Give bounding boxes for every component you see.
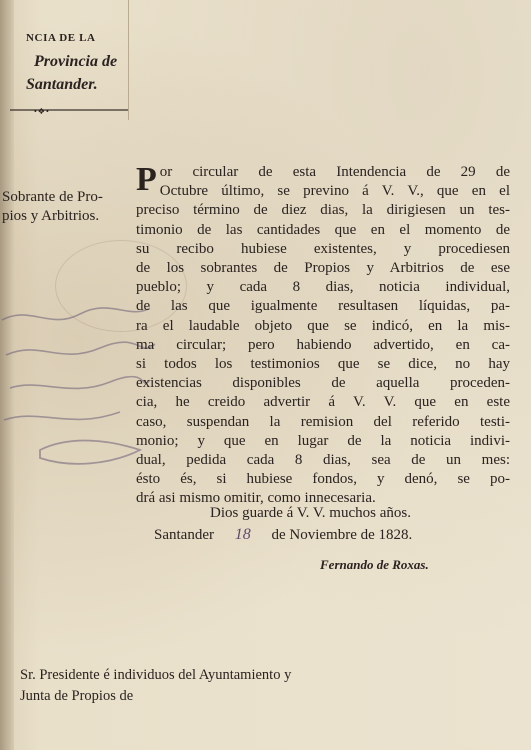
body-line: or circular de esta Intendencia de 29 de [159, 164, 510, 180]
body-line: ra el laudable objeto que se indicó, en la mis- [136, 317, 510, 334]
drop-cap: P [136, 161, 157, 198]
circular-body [136, 163, 510, 509]
body-line: cia, he creido advertir á V. V. que en este [136, 394, 510, 411]
margin-subject-note [2, 188, 122, 226]
place: Santander [154, 527, 214, 543]
letterhead-line-2: Provincia de [34, 53, 118, 70]
margin-note-line-2: pios y Arbitrios. [2, 208, 100, 224]
body-line: Octubre último, se previno á V. V., que en el [159, 183, 510, 200]
date-rest: de Noviembre de 1828. [271, 527, 413, 543]
letterhead-line-3: Santander. [26, 76, 98, 93]
body-line: dual, pedida cada 8 dias, sea de un mes: [136, 452, 510, 469]
body-line: de los sobrantes de Propios y Arbitrios de ese [136, 260, 510, 277]
ornament-icon: •❖• [34, 107, 50, 116]
body-line: si todos los testimonios que se dice, no hay [136, 356, 510, 373]
addressee-line-1: Sr. Presidente é individuos del Ayuntamiento y [20, 667, 292, 683]
body-line: ésto és, si hubiese fondos, y denó, se po- [136, 471, 510, 488]
body-line: ma circular; pero habiendo advertido, en ca- [136, 336, 510, 353]
addressee-block [20, 665, 520, 707]
salutation: Dios guarde á V. V. muchos años. [210, 505, 411, 521]
place-date [154, 526, 412, 544]
body-line: pueblo; y cada 8 dias, noticia individual, [136, 279, 510, 296]
body-line: de las que igualmente resultasen líquidas, pa- [136, 298, 510, 315]
body-line: su recibo hubiese existentes, y procediesen [136, 240, 510, 257]
body-line: timonio de las cantidades que en el momento de [136, 221, 510, 238]
signature: Fernando de Roxas. [320, 557, 429, 572]
addressee-line-2: Junta de Propios de [20, 688, 134, 704]
letterhead-line-1: NCIA DE LA [26, 32, 96, 44]
letterhead-rule [10, 106, 128, 114]
body-line: preciso término de diez dias, la dirigiesen un tes- [136, 202, 510, 219]
handwritten-day: 18 [234, 526, 251, 543]
body-line: existencias disponibles de aquella proceden- [136, 375, 510, 392]
body-line: caso, suspendan la remision del referido testi- [136, 413, 510, 430]
body-line: monio; y que en lugar de la noticia indivi- [136, 432, 510, 449]
body-line: drá asi mismo omitir, como innecesaria. [136, 490, 376, 507]
margin-note-line-1: Sobrante de Pro- [2, 189, 103, 205]
